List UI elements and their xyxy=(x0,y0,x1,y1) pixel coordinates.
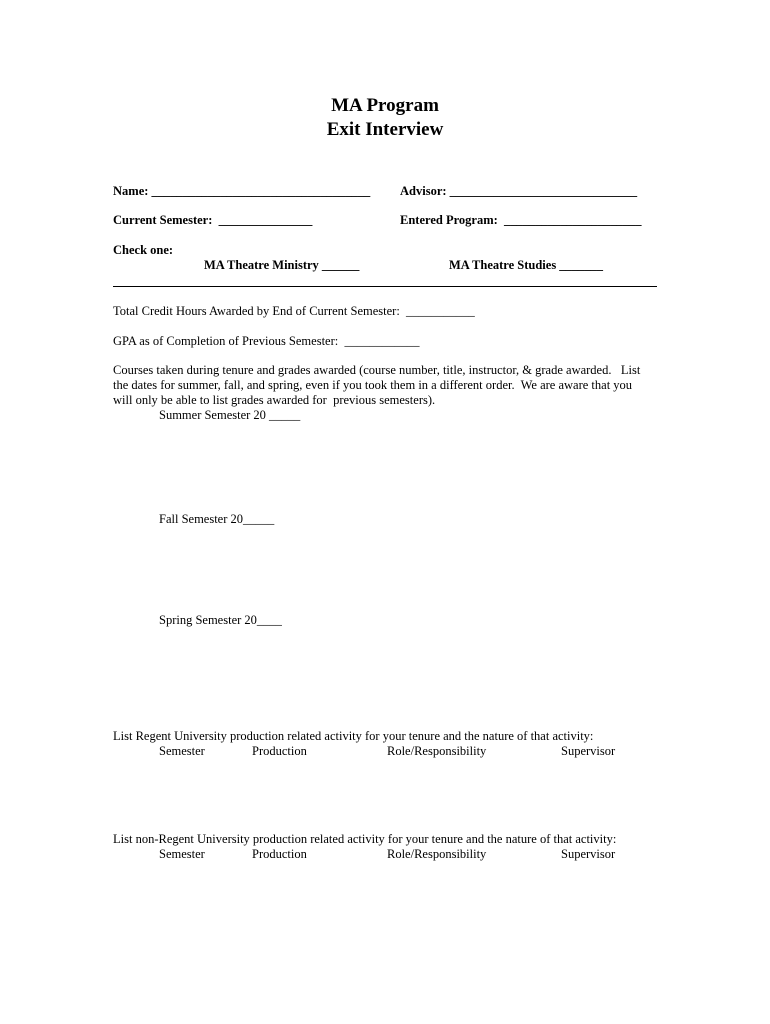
check-one-label: Check one: xyxy=(113,243,174,257)
regent-col-production: Production xyxy=(252,744,307,758)
section-divider xyxy=(113,286,657,287)
fall-semester-entry[interactable]: Fall Semester 20_____ xyxy=(159,512,275,526)
advisor-field[interactable]: Advisor: ______________________________ xyxy=(400,184,638,198)
non-regent-col-supervisor: Supervisor xyxy=(561,847,616,861)
courses-prompt-line2: the dates for summer, fall, and spring, even if you took them in a different order. We are aware that you xyxy=(113,378,633,392)
regent-col-semester: Semester xyxy=(159,744,205,758)
non-regent-col-role: Role/Responsibility xyxy=(387,847,487,861)
regent-col-supervisor: Supervisor xyxy=(561,744,616,758)
summer-semester-entry[interactable]: Summer Semester 20 _____ xyxy=(159,408,301,422)
entered-program-field[interactable]: Entered Program: ______________________ xyxy=(400,213,642,227)
gpa-question[interactable]: GPA as of Completion of Previous Semester: ____________ xyxy=(113,334,420,348)
credit-hours-question[interactable]: Total Credit Hours Awarded by End of Current Semester: ___________ xyxy=(113,304,475,318)
form-title-line1: MA Program xyxy=(331,95,439,116)
non-regent-col-semester: Semester xyxy=(159,847,205,861)
non-regent-col-production: Production xyxy=(252,847,307,861)
courses-prompt-line3: will only be able to list grades awarded for previous semesters). xyxy=(113,393,436,407)
spring-semester-entry[interactable]: Spring Semester 20____ xyxy=(159,613,282,627)
courses-prompt-line1: Courses taken during tenure and grades awarded (course number, title, instructor, & grade awarded. List xyxy=(113,363,641,377)
regent-col-role: Role/Responsibility xyxy=(387,744,487,758)
non-regent-activity-prompt: List non-Regent University production related activity for your tenure and the nature of that activity: xyxy=(113,832,617,846)
current-semester-field[interactable]: Current Semester: _______________ xyxy=(113,213,313,227)
regent-activity-prompt: List Regent University production related activity for your tenure and the nature of that activity: xyxy=(113,729,594,743)
option-ma-theatre-studies[interactable]: MA Theatre Studies _______ xyxy=(449,258,604,272)
form-title-line2: Exit Interview xyxy=(326,119,444,140)
option-ma-theatre-ministry[interactable]: MA Theatre Ministry ______ xyxy=(204,258,360,272)
name-field[interactable]: Name: ___________________________________ xyxy=(113,184,371,198)
